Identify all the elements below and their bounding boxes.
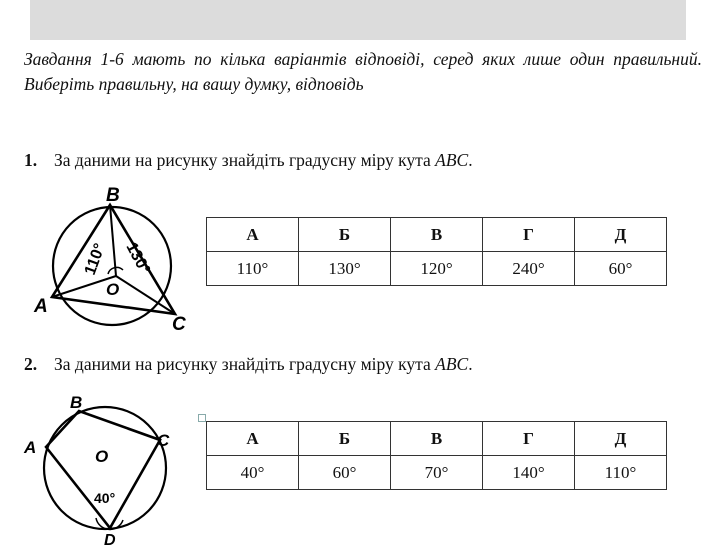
- angle-label-40: 40°: [94, 490, 116, 506]
- question-end: .: [468, 354, 473, 374]
- question-text: За даними на рисунку знайдіть градусну міру кута: [54, 354, 436, 374]
- option-letter: А: [207, 422, 299, 456]
- top-bar: [30, 0, 686, 40]
- center-label-o: O: [106, 280, 120, 299]
- option-value: 140°: [483, 456, 575, 490]
- option-value: 60°: [575, 252, 667, 286]
- question-end: .: [468, 150, 473, 170]
- answer-values-row: [207, 456, 667, 490]
- vertex-label-a: A: [34, 296, 48, 317]
- option-letter: Б: [299, 218, 391, 252]
- question-1: [24, 150, 473, 171]
- option-value: 120°: [391, 252, 483, 286]
- figure-inscribed-quadrilateral: [22, 392, 182, 550]
- quadrilateral-abcd: [46, 411, 160, 528]
- option-letter: А: [207, 218, 299, 252]
- option-letter: Г: [483, 218, 575, 252]
- vertex-label-b: B: [106, 185, 120, 206]
- option-value: 60°: [299, 456, 391, 490]
- question-text: За даними на рисунку знайдіть градусну міру кута: [54, 150, 436, 170]
- answer-letters-row: [207, 422, 667, 456]
- option-letter: В: [391, 218, 483, 252]
- angle-name: ABC: [435, 354, 469, 374]
- option-value: 110°: [575, 456, 667, 490]
- option-value: 110°: [207, 252, 299, 286]
- answer-table-1: [206, 217, 667, 286]
- option-letter: Б: [299, 422, 391, 456]
- angle-label-110: 110°: [81, 241, 109, 278]
- option-letter: Д: [575, 422, 667, 456]
- answer-table-2: [206, 421, 667, 490]
- angle-label-130: 130°: [122, 239, 154, 278]
- angle-name: ABC: [435, 150, 469, 170]
- option-value: 40°: [207, 456, 299, 490]
- question-2: [24, 354, 473, 375]
- center-label-o: O: [95, 447, 109, 466]
- vertex-label-c: C: [157, 431, 170, 450]
- vertex-label-b: B: [70, 393, 83, 412]
- option-value: 130°: [299, 252, 391, 286]
- instructions-text: Завдання 1-6 мають по кілька варіантів відповіді, серед яких лише один правильний. Виберіть правильну, на вашу думку, відповідь: [24, 49, 702, 94]
- question-number: 1.: [24, 150, 38, 170]
- answer-values-row: [207, 252, 667, 286]
- option-value: 70°: [391, 456, 483, 490]
- option-letter: Г: [483, 422, 575, 456]
- table-anchor-icon: [198, 414, 206, 422]
- option-letter: Д: [575, 218, 667, 252]
- question-number: 2.: [24, 354, 38, 374]
- option-value: 240°: [483, 252, 575, 286]
- option-letter: В: [391, 422, 483, 456]
- answer-letters-row: [207, 218, 667, 252]
- vertex-label-d: D: [104, 532, 116, 549]
- vertex-label-a: A: [24, 438, 37, 457]
- vertex-label-c: C: [172, 314, 186, 335]
- figure-inscribed-triangle: [30, 184, 200, 336]
